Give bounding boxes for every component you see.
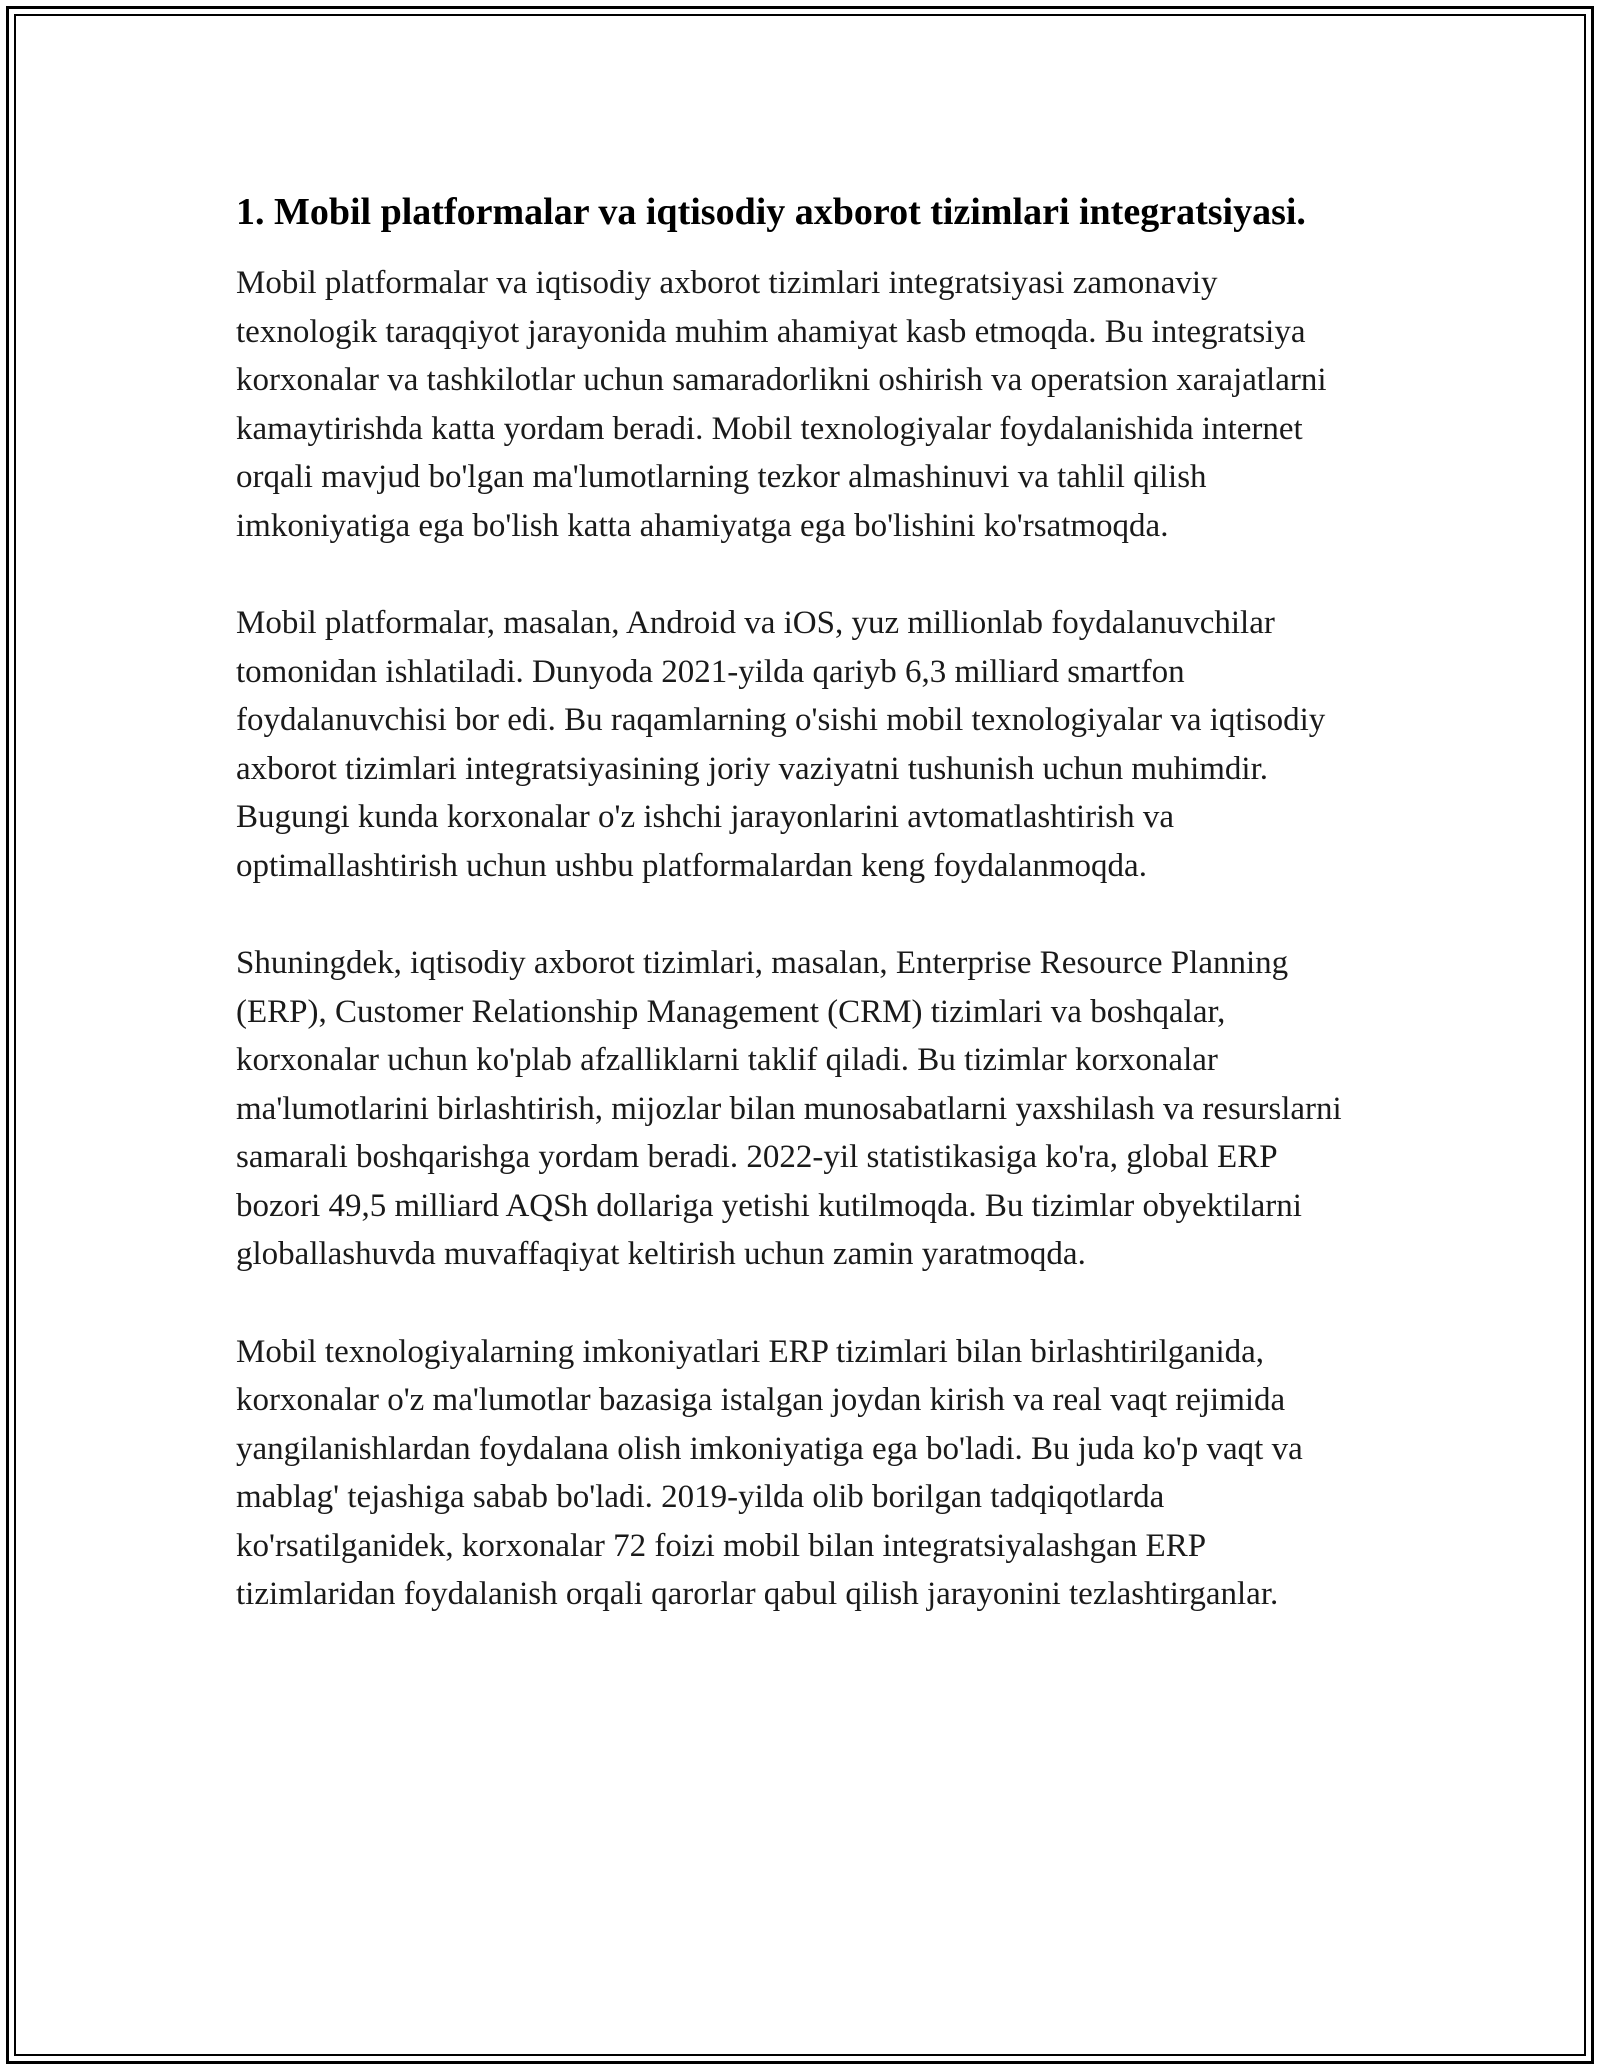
paragraph-2: Mobil platformalar, masalan, Android va iOS, yuz millionlab foydalanuvchilar tomonidan ishlatiladi. Dunyoda 2021-yilda qariyb 6,3 milliard smartfon foydalanuvchisi bor edi. Bu raqamlarning o'sishi mobil texnologiyalar va iqtisodiy axborot tizimlari integratsiyasining joriy vaziyatni tushunish uchun muhimdir. Bugungi kunda korxonalar o'z ishchi jarayonlarini avtomatlashtirish va optimallashtirish uchun ushbu platformalardan keng foydalanmoqda.: [236, 605, 1326, 884]
section-heading: 1. Mobil platformalar va iqtisodiy axborot tizimlari integratsiyasi.: [236, 191, 1306, 233]
paragraph-1: Mobil platformalar va iqtisodiy axborot tizimlari integratsiyasi zamonaviy texnologik taraqqiyot jarayonida muhim ahamiyat kasb etmoqda. Bu integratsiya korxonalar va tashkilotlar uchun samaradorlikni oshirish va operatsion xarajatlarni kamaytirishda katta yordam beradi. Mobil texnologiyalar foydalanishida internet orqali mavjud bo'lgan ma'lumotlarning tezkor almashinuvi va tahlil qilish imkoniyatiga ega bo'lish katta ahamiyatga ega bo'lishini ko'rsatmoqda.: [236, 265, 1327, 544]
paragraph-4: Mobil texnologiyalarning imkoniyatlari ERP tizimlari bilan birlashtirilganida, korxonalar o'z ma'lumotlar bazasiga istalgan joydan kirish va real vaqt rejimida yangilanishlardan foydalana olish imkoniyatiga ega bo'ladi. Bu juda ko'p vaqt va mablag' tejashiga sabab bo'ladi. 2019-yilda olib borilgan tadqiqotlarda ko'rsatilganidek, korxonalar 72 foizi mobil bilan integratsiyalashgan ERP tizimlaridan foydalanish orqali qarorlar qabul qilish jarayonini tezlashtirganlar.: [236, 1333, 1303, 1612]
paragraph-3: Shuningdek, iqtisodiy axborot tizimlari, masalan, Enterprise Resource Planning (ERP), Customer Relationship Management (CRM) tizimlari va boshqalar, korxonalar uchun ko'plab afzalliklarni taklif qiladi. Bu tizimlar korxonalar ma'lumotlarini birlashtirish, mijozlar bilan munosabatlarni yaxshilash va resurslarni samarali boshqarishga yordam beradi. 2022-yil statistikasiga ko'ra, global ERP bozori 49,5 milliard AQSh dollariga yetishi kutilmoqda. Bu tizimlar obyektilarni globallashuvda muvaffaqiyat keltirish uchun zamin yaratmoqda.: [236, 945, 1342, 1272]
document-body: [236, 188, 1366, 1668]
